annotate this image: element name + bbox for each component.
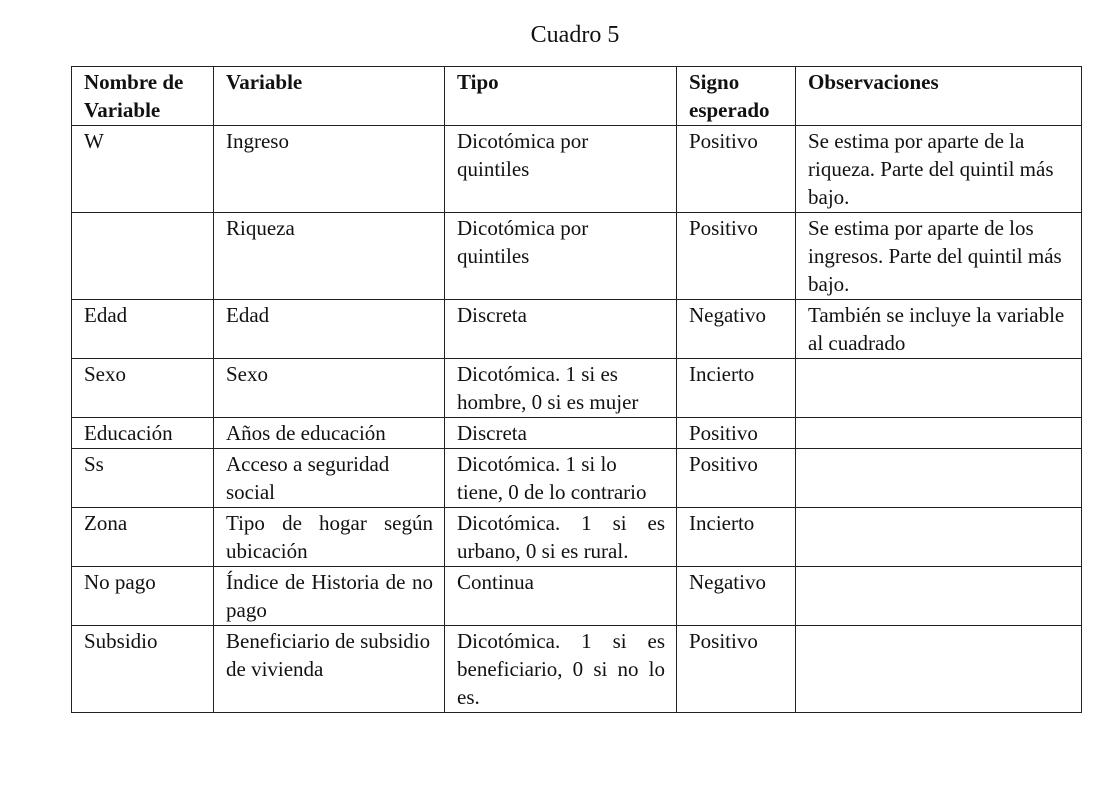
table-row <box>72 567 1082 626</box>
header-nombre-de-variable: Nombre de Variable <box>72 67 214 126</box>
cell-observaciones <box>796 359 1082 418</box>
cell-tipo: Dicotómica por quintiles <box>445 126 677 213</box>
cell-observaciones <box>796 449 1082 508</box>
cell-nombre: Sexo <box>72 359 214 418</box>
cell-signo: Incierto <box>677 508 796 567</box>
table-row <box>72 508 1082 567</box>
cell-variable: Tipo de hogar según ubicación <box>214 508 445 567</box>
cell-observaciones <box>796 508 1082 567</box>
cell-variable: Edad <box>214 300 445 359</box>
cell-nombre: Edad <box>72 300 214 359</box>
cell-tipo: Continua <box>445 567 677 626</box>
cell-signo: Negativo <box>677 300 796 359</box>
header-variable: Variable <box>214 67 445 126</box>
cell-variable: Beneficiario de subsidio de vivienda <box>214 626 445 713</box>
cell-signo: Incierto <box>677 359 796 418</box>
cell-nombre: Zona <box>72 508 214 567</box>
cell-tipo: Discreta <box>445 418 677 449</box>
cell-variable: Ingreso <box>214 126 445 213</box>
cell-nombre: Ss <box>72 449 214 508</box>
cell-tipo: Dicotómica. 1 si es hombre, 0 si es mujer <box>445 359 677 418</box>
header-tipo: Tipo <box>445 67 677 126</box>
table-row <box>72 213 1082 300</box>
cell-variable: Riqueza <box>214 213 445 300</box>
cell-observaciones: También se incluye la variable al cuadrado <box>796 300 1082 359</box>
cell-nombre: Subsidio <box>72 626 214 713</box>
variables-table <box>71 66 1082 713</box>
table-row <box>72 126 1082 213</box>
cell-signo: Positivo <box>677 213 796 300</box>
table-row <box>72 300 1082 359</box>
cell-variable: Sexo <box>214 359 445 418</box>
cell-tipo: Dicotómica por quintiles <box>445 213 677 300</box>
cell-nombre: Educación <box>72 418 214 449</box>
table-caption: Cuadro 5 <box>530 22 620 48</box>
table-row <box>72 359 1082 418</box>
header-signo-esperado: Signo esperado <box>677 67 796 126</box>
cell-signo: Negativo <box>677 567 796 626</box>
cell-observaciones <box>796 626 1082 713</box>
cell-observaciones <box>796 418 1082 449</box>
table-row <box>72 418 1082 449</box>
cell-tipo: Dicotómica. 1 si es urbano, 0 si es rural. <box>445 508 677 567</box>
cell-signo: Positivo <box>677 449 796 508</box>
cell-nombre: W <box>72 126 214 213</box>
cell-nombre <box>72 213 214 300</box>
cell-tipo: Discreta <box>445 300 677 359</box>
cell-tipo: Dicotómica. 1 si es beneficiario, 0 si no lo es. <box>445 626 677 713</box>
header-observaciones: Observaciones <box>796 67 1082 126</box>
cell-observaciones <box>796 567 1082 626</box>
cell-nombre: No pago <box>72 567 214 626</box>
cell-observaciones: Se estima por aparte de la riqueza. Parte del quintil más bajo. <box>796 126 1082 213</box>
cell-variable: Índice de Historia de no pago <box>214 567 445 626</box>
cell-signo: Positivo <box>677 126 796 213</box>
cell-signo: Positivo <box>677 626 796 713</box>
cell-observaciones: Se estima por aparte de los ingresos. Parte del quintil más bajo. <box>796 213 1082 300</box>
table-row <box>72 449 1082 508</box>
cell-signo: Positivo <box>677 418 796 449</box>
cell-tipo: Dicotómica. 1 si lo tiene, 0 de lo contrario <box>445 449 677 508</box>
cell-variable: Años de educación <box>214 418 445 449</box>
table-header-row <box>72 67 1082 126</box>
table-row <box>72 626 1082 713</box>
cell-variable: Acceso a seguridad social <box>214 449 445 508</box>
